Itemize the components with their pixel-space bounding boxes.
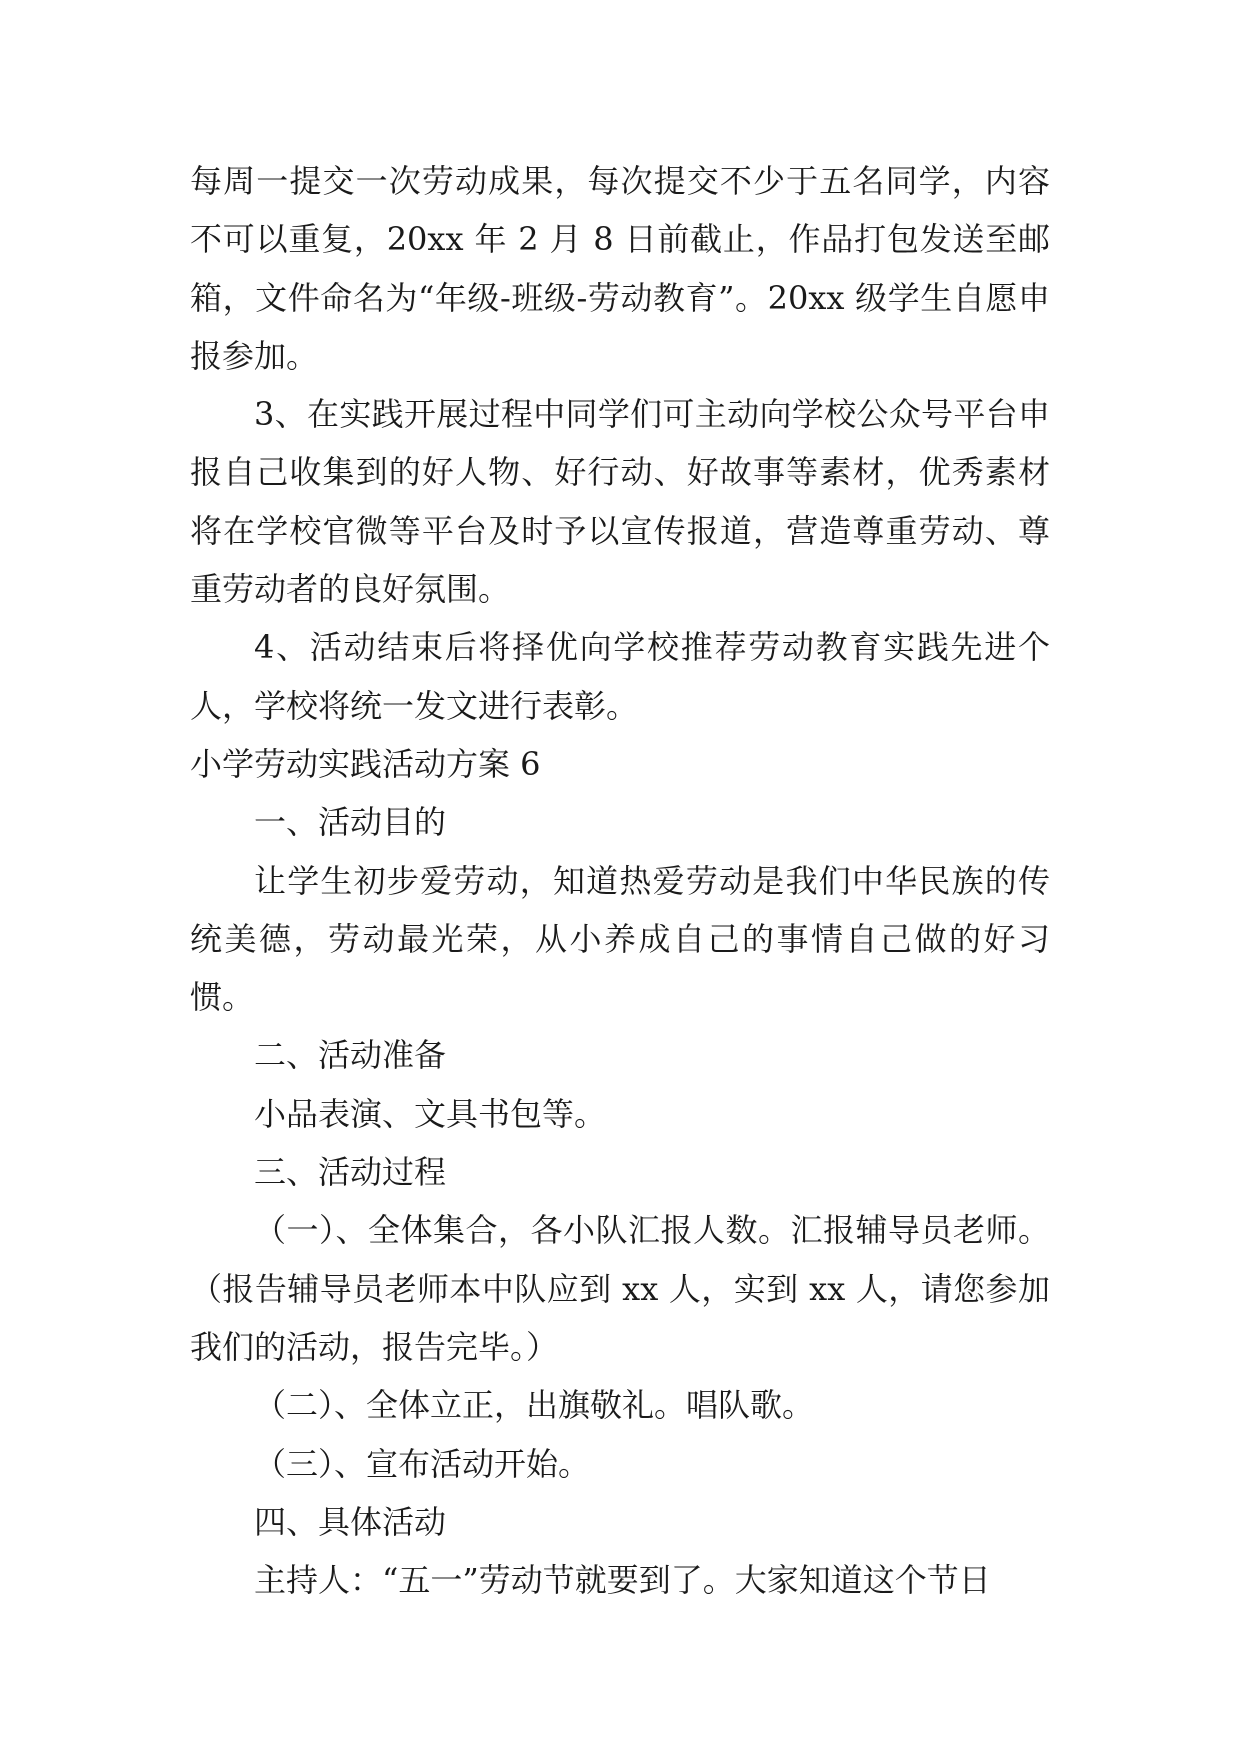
paragraph-process-2: （二）、全体立正，出旗敬礼。唱队歌。 <box>254 1386 815 1425</box>
paragraph-host: 主持人：“五一”劳动节就要到了。大家知道这个节日 <box>254 1561 991 1600</box>
paragraph-preparation: 小品表演、文具书包等。 <box>254 1094 607 1133</box>
paragraph-submission-rules: 每周一提交一次劳动成果，每次提交不少于五名同学，内容不可以重复，20xx 年 2 月 8 日前截止，作品打包发送至邮箱，文件命名为“年级-班级-劳动教育”。20xx 级学生自愿申报参加。 <box>190 162 1050 375</box>
paragraph-item-3: 3、在实践开展过程中同学们可主动向学校公众号平台申报自己收集到的好人物、好行动、好故事等素材，优秀素材将在学校官微等平台及时予以宣传报道，营造尊重劳动、尊重劳动者的良好氛围。 <box>190 395 1050 609</box>
heading-purpose: 一、活动目的 <box>254 803 447 842</box>
document-body <box>190 152 1050 1609</box>
section-title: 小学劳动实践活动方案 6 <box>190 744 541 783</box>
heading-preparation: 二、活动准备 <box>254 1036 447 1075</box>
paragraph-process-3: （三）、宣布活动开始。 <box>254 1444 591 1483</box>
paragraph-item-4: 4、活动结束后将择优向学校推荐劳动教育实践先进个人，学校将统一发文进行表彰。 <box>190 628 1050 725</box>
heading-process: 三、活动过程 <box>254 1153 447 1192</box>
paragraph-purpose: 让学生初步爱劳动，知道热爱劳动是我们中华民族的传统美德，劳动最光荣，从小养成自己的事情自己做的好习惯。 <box>190 861 1050 1017</box>
paragraph-process-1: （一）、全体集合，各小队汇报人数。汇报辅导员老师。（报告辅导员老师本中队应到 xx 人，实到 xx 人，请您参加我们的活动，报告完毕。） <box>190 1211 1050 1366</box>
heading-activities: 四、具体活动 <box>254 1502 447 1541</box>
